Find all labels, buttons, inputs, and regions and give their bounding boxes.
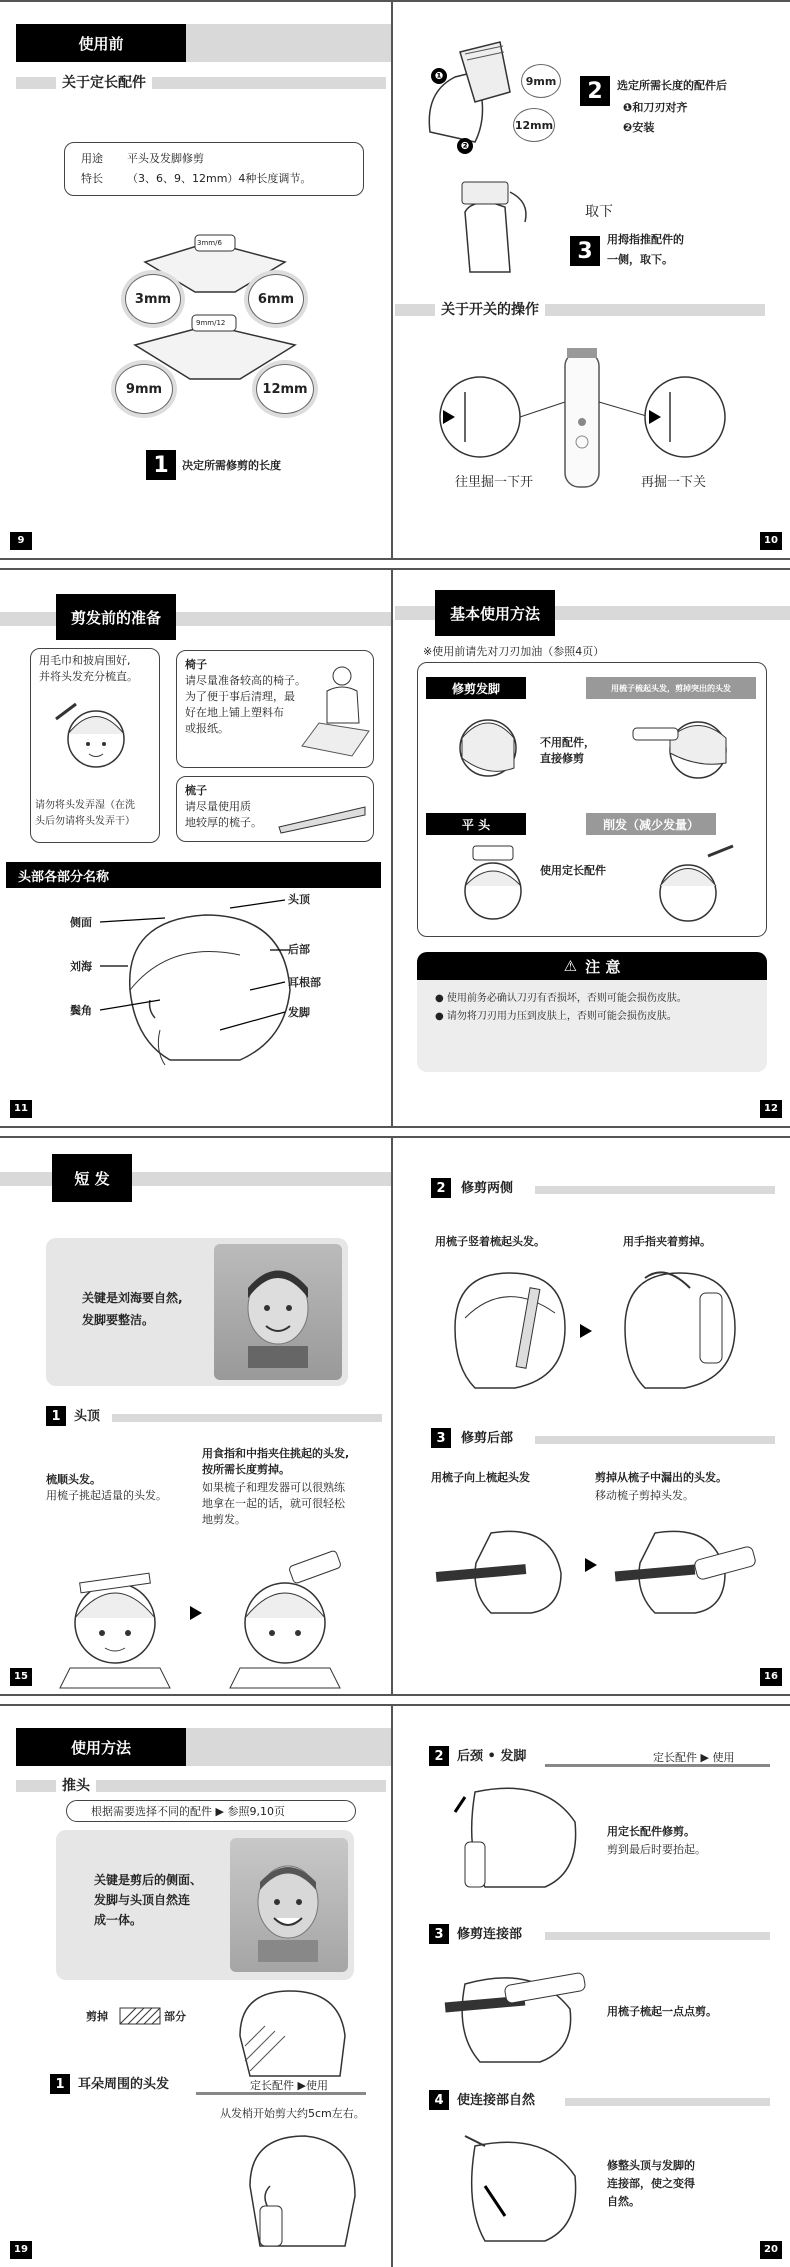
page-number: 20 xyxy=(760,2241,782,2259)
page-9 xyxy=(0,2,393,558)
header-band xyxy=(170,1728,393,1766)
comb-line-2: 用梳子挑起适量的头发。 xyxy=(46,1489,167,1502)
marker-2: ❷ xyxy=(457,138,473,154)
intro-line-1: 关键是剪后的侧面、 xyxy=(94,1873,203,1887)
page-20 xyxy=(395,1706,790,2267)
comb-lift-illustration xyxy=(50,1538,180,1688)
switch-section-title: 关于开关的操作 xyxy=(435,299,545,319)
step-arrow-icon xyxy=(580,1324,592,1338)
cut-line-2: 按所需长度剪掉。 xyxy=(202,1463,290,1476)
side-comb-illustration xyxy=(435,1258,575,1398)
page-title: 基本使用方法 xyxy=(435,590,555,636)
page-number: 12 xyxy=(760,1100,782,1118)
connect-trim-illustration xyxy=(435,1954,595,2064)
intro-line-2: 发脚与头顶自然连 xyxy=(94,1893,191,1907)
cut-area-label: 剪掉 xyxy=(86,2010,108,2023)
back-cut-illustration xyxy=(605,1513,765,1623)
step-4-rule xyxy=(565,2098,770,2106)
chair-title: 椅子 xyxy=(185,658,207,671)
nape-trim-right-illustration xyxy=(618,708,758,788)
step-2-title: 修剪两侧 xyxy=(461,1181,514,1196)
step-1-title: 头顶 xyxy=(74,1409,101,1424)
reference-pill xyxy=(66,1800,356,1822)
side-cut-illustration xyxy=(605,1258,755,1398)
comb-line-2: 地较厚的梳子。 xyxy=(185,816,262,829)
switch-off-text: 再掘一下关 xyxy=(641,475,707,490)
intro-box xyxy=(46,1238,348,1386)
step-3-title: 修剪后部 xyxy=(461,1431,514,1446)
spread-pages-19-20 xyxy=(0,1704,790,2267)
step-1-number: 1 xyxy=(46,1406,66,1426)
chair-line-2: 为了便于事后清理，最 xyxy=(185,690,295,703)
spread-pages-15-16 xyxy=(0,1136,790,1696)
caution-text-2: 请勿将刀刃用力压到皮肤上，否则可能会损伤皮肤。 xyxy=(446,1011,677,1022)
step-1-text: 决定所需修剪的长度 xyxy=(182,459,281,472)
oil-note: ※使用前请先对刀刃加油（参照4页） xyxy=(423,645,605,658)
attachment-3-6-label: 3mm/6 xyxy=(197,239,222,247)
page-number: 19 xyxy=(10,2241,32,2259)
step-1-rule xyxy=(196,2092,366,2095)
nape-trim-illustration xyxy=(445,1772,585,1892)
step-2-sub-a: ❶和刀刃对齐 xyxy=(623,101,688,114)
step-4-line-2: 连接部，使之变得 xyxy=(607,2177,695,2190)
step-3-number: 3 xyxy=(429,1924,449,1944)
step-4-title: 使连接部自然 xyxy=(457,2093,536,2108)
page-15 xyxy=(0,1138,393,1694)
step-2-number: 2 xyxy=(431,1178,451,1198)
part-side-label: 侧面 xyxy=(70,916,92,929)
page-title: 短 发 xyxy=(52,1154,132,1202)
comb-line-1: 请尽量使用质 xyxy=(185,800,251,813)
step-1-tag: 定长配件 ▶使用 xyxy=(250,2079,328,2092)
step-4-line-1: 修整头顶与发脚的 xyxy=(607,2159,695,2172)
use-attachment-text: 使用定长配件 xyxy=(540,864,606,877)
part-nape-label: 发脚 xyxy=(288,1006,310,1019)
clip-cut-illustration xyxy=(220,1538,350,1688)
caution-item-2: ● 请勿将刀刃用力压到皮肤上，否则可能会损伤皮肤。 xyxy=(435,1011,677,1022)
caution-box xyxy=(417,952,767,1072)
switch-diagram xyxy=(415,342,765,492)
caution-title-bar xyxy=(417,952,767,980)
tip-line-2: 地拿在一起的话，就可很轻松 xyxy=(202,1497,345,1510)
attach-clipper-illustration xyxy=(415,32,525,152)
spread-pages-11-12 xyxy=(0,568,790,1128)
step-2-sub-b: ❷安装 xyxy=(623,121,655,134)
hatched-area-icon xyxy=(120,2008,160,2024)
tip-line-3: 地剪发。 xyxy=(202,1513,246,1526)
page-12 xyxy=(395,570,790,1126)
boy-face-icon xyxy=(238,1258,318,1368)
label-12mm-badge: 12mm xyxy=(513,108,555,142)
section-title: 推头 xyxy=(56,1775,96,1795)
page-19 xyxy=(0,1706,393,2267)
page-10 xyxy=(395,2,790,558)
flat-top-illustration xyxy=(448,841,538,931)
size-9mm-badge: 9mm xyxy=(115,364,173,414)
blend-trim-illustration xyxy=(445,2126,585,2246)
back-comb-illustration xyxy=(431,1513,581,1623)
prep-line-1: 用毛巾和披肩围好, xyxy=(39,654,131,667)
section-title: 关于定长配件 xyxy=(56,72,152,92)
side-line-2: 用手指夹着剪掉。 xyxy=(623,1235,711,1248)
caution-title: 注 意 xyxy=(585,957,621,976)
step-3-number: 3 xyxy=(431,1428,451,1448)
step-2-line-2: 剪到最后时要抬起。 xyxy=(607,1843,706,1856)
step-1-text: 从发梢开始剪大约5cm左右。 xyxy=(220,2107,365,2120)
warning-icon: ⚠ xyxy=(563,957,578,975)
no-attach-line-1: 不用配件， xyxy=(540,736,595,749)
method-box xyxy=(417,662,767,937)
part-sideburn-label: 鬓角 xyxy=(70,1004,92,1017)
step-1-number: 1 xyxy=(50,2074,70,2094)
thinning-label: 削发（减少发量） xyxy=(586,813,716,835)
feature-value: （3、6、9、12mm）4种长度调节。 xyxy=(127,172,312,185)
step-2-number: 2 xyxy=(580,76,610,106)
page-number: 16 xyxy=(760,1668,782,1686)
header-band xyxy=(170,24,393,62)
part-ear-root-label: 耳根部 xyxy=(288,976,321,989)
size-12mm-badge: 12mm xyxy=(256,364,314,414)
trim-nape-tag: 用梳子梳起头发，剪掉突出的头发 xyxy=(586,677,756,699)
step-1-number: 1 xyxy=(146,450,176,480)
feature-label: 特长 xyxy=(81,172,103,185)
switch-off-arrow-icon xyxy=(649,410,661,424)
part-back-label: 后部 xyxy=(288,943,310,956)
step-3-rule xyxy=(545,1932,770,1940)
switch-on-arrow-icon xyxy=(443,410,455,424)
label-9mm-badge: 9mm xyxy=(521,64,561,98)
attachment-9-12-label: 9mm/12 xyxy=(196,319,226,327)
chair-line-3: 好在地上铺上塑料布 xyxy=(185,706,284,719)
wet-line-1: 请勿将头发弄湿（在洗 xyxy=(35,800,135,811)
side-line-1: 用梳子竖着梳起头发。 xyxy=(435,1235,545,1248)
intro-line-1: 关键是刘海要自然, xyxy=(82,1291,183,1305)
step-4-number: 4 xyxy=(429,2090,449,2110)
page-number: 15 xyxy=(10,1668,32,1686)
page-title: 使用前 xyxy=(16,24,186,62)
back-line-3: 移动梳子剪掉头发。 xyxy=(595,1489,694,1502)
caution-text-1: 使用前务必确认刀刃有否损坏，否则可能会损伤皮肤。 xyxy=(446,993,687,1004)
purpose-label: 用途 xyxy=(81,152,103,165)
ear-trim-illustration xyxy=(230,2126,360,2246)
step-arrow-icon xyxy=(190,1606,202,1620)
part-bangs-label: 刘海 xyxy=(70,960,92,973)
head-hatched-illustration xyxy=(230,1986,350,2076)
caution-item-1: ● 使用前务必确认刀刃有否损坏，否则可能会损伤皮肤。 xyxy=(435,993,687,1004)
step-2-rule xyxy=(535,1186,775,1194)
prep-line-2: 并将头发充分梳直。 xyxy=(39,670,138,683)
intro-line-2: 发脚要整洁。 xyxy=(82,1313,155,1327)
back-line-2: 剪掉从梳子中漏出的头发。 xyxy=(595,1471,727,1484)
cut-line-1: 用食指和中指夹住挑起的头发, xyxy=(202,1447,350,1460)
step-2-text: 选定所需长度的配件后 xyxy=(617,79,727,92)
tip-line-1: 如果梳子和理发器可以很熟练 xyxy=(202,1481,345,1494)
remove-label: 取下 xyxy=(585,204,613,220)
step-2-rule xyxy=(545,1764,770,1767)
page-title: 剪发前的准备 xyxy=(56,594,176,640)
page-title: 使用方法 xyxy=(16,1728,186,1766)
page-number: 11 xyxy=(10,1100,32,1118)
spread-pages-9-10 xyxy=(0,0,790,560)
step-3-number: 3 xyxy=(570,236,600,266)
boy-face-icon xyxy=(248,1852,328,1962)
trim-nape-label: 修剪发脚 xyxy=(426,677,526,699)
step-3-title: 修剪连接部 xyxy=(457,1927,523,1942)
step-2-title: 后颈 • 发脚 xyxy=(457,1749,527,1764)
nape-trim-left-illustration xyxy=(448,708,528,788)
intro-line-3: 成一体。 xyxy=(94,1913,143,1927)
no-attach-line-2: 直接修剪 xyxy=(540,752,584,765)
page-number: 10 xyxy=(760,532,782,550)
marker-1: ❶ xyxy=(431,68,447,84)
step-3-line-2: 一侧，取下。 xyxy=(607,253,673,266)
comb-title: 梳子 xyxy=(185,784,207,797)
switch-on-text: 往里掘一下开 xyxy=(455,475,534,490)
step-arrow-icon xyxy=(585,1558,597,1572)
page-number: 9 xyxy=(10,532,32,550)
step-1-rule xyxy=(112,1414,382,1422)
purpose-value: 平头及发脚修剪 xyxy=(127,152,204,165)
spec-box xyxy=(64,142,364,196)
wet-line-2: 头后勿请将头发弄干） xyxy=(35,816,135,827)
remove-attachment-illustration xyxy=(450,177,540,277)
boy-photo xyxy=(214,1244,342,1380)
reference-text: 根据需要选择不同的配件 ▶ 参照9,10页 xyxy=(91,1805,285,1818)
size-6mm-badge: 6mm xyxy=(248,274,304,324)
comb-line-1: 梳顺头发。 xyxy=(46,1473,101,1486)
thinning-illustration xyxy=(638,841,738,931)
chair-line-1: 请尽量准备较高的椅子。 xyxy=(185,674,306,687)
head-parts-leaders xyxy=(0,570,393,1126)
page-16 xyxy=(395,1138,790,1694)
back-line-1: 用梳子向上梳起头发 xyxy=(431,1471,530,1484)
step-3-line-1: 用拇指推配件的 xyxy=(607,233,684,246)
head-parts-header: 头部各部分名称 xyxy=(6,862,381,888)
step-4-line-3: 自然。 xyxy=(607,2195,640,2208)
page-11 xyxy=(0,570,393,1126)
size-3mm-badge: 3mm xyxy=(125,274,181,324)
step-2-tag: 定长配件 ▶ 使用 xyxy=(653,1751,735,1764)
step-3-text: 用梳子梳起一点点剪。 xyxy=(607,2005,717,2018)
step-1-title: 耳朵周围的头发 xyxy=(78,2077,170,2092)
step-3-rule xyxy=(535,1436,775,1444)
flat-top-label: 平 头 xyxy=(426,813,526,835)
step-2-number: 2 xyxy=(429,1746,449,1766)
chair-line-4: 或报纸。 xyxy=(185,722,229,735)
part-top-label: 头顶 xyxy=(288,893,310,906)
boy-photo xyxy=(230,1838,348,1972)
step-2-line-1: 用定长配件修剪。 xyxy=(607,1825,695,1838)
cut-area-label-2: 部分 xyxy=(164,2010,186,2023)
intro-box xyxy=(56,1830,354,1980)
